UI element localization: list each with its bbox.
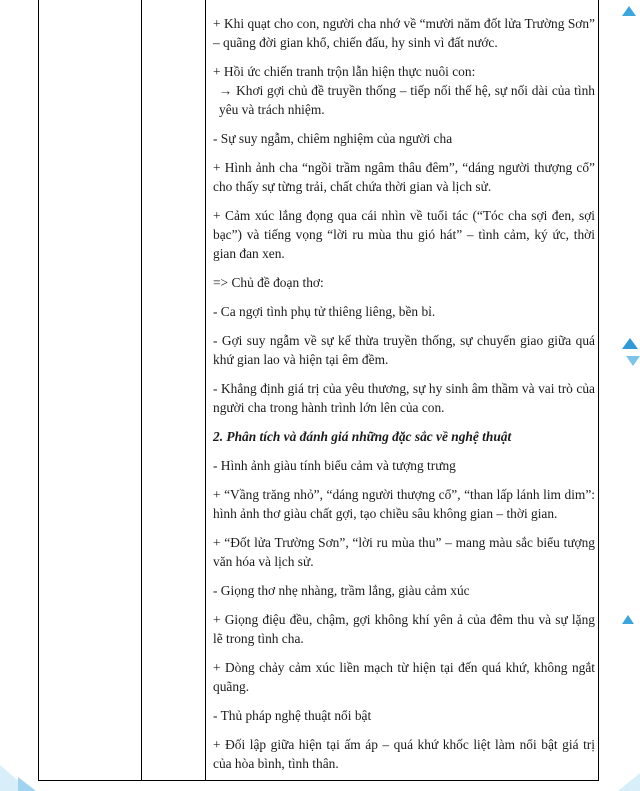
content-paragraph: + Hình ảnh cha “ngồi trầm ngâm thâu đêm”, “dáng người thượng cổ” cho thấy sự từng trải, chất chứa thời gian và lịch sử. (213, 160, 595, 194)
side-triangle-decoration (626, 356, 640, 366)
content-paragraph: - Hình ảnh giàu tính biểu cảm và tượng trưng (213, 458, 456, 473)
content-paragraph: + Dòng chảy cảm xúc liền mạch từ hiện tại đến quá khứ, không ngắt quãng. (213, 660, 595, 694)
content-paragraph: - Khẳng định giá trị của yêu thương, sự hy sinh âm thầm và vai trò của người cha trong hành trình lớn lên của con. (213, 381, 595, 415)
content-paragraph: + Khi quạt cho con, người cha nhớ về “mười năm đốt lửa Trường Sơn” – quãng đời gian khổ, chiến đấu, hy sinh vì đất nước. (213, 16, 595, 50)
bottom-right-decoration (618, 773, 640, 791)
content-paragraph: + “Đốt lửa Trường Sơn”, “lời ru mùa thu” – mang màu sắc biểu tượng văn hóa và lịch sử. (213, 535, 595, 569)
side-triangle-decoration (622, 338, 638, 349)
content-paragraph: → Khơi gợi chủ đề truyền thống – tiếp nối thế hệ, sự nối dài của tình yêu và trách nhiệm. (219, 83, 595, 117)
table-column-divider (205, 0, 206, 780)
content-paragraph: + “Vầng trăng nhỏ”, “dáng người thượng cổ”, “than lấp lánh lim dim”: hình ảnh thơ giàu chất gợi, tạo chiều sâu không gian – thời gian. (213, 487, 595, 521)
content-paragraph: + Giọng điệu đều, chậm, gợi không khí yên ả của đêm thu và sự lặng lẽ trong tình cha. (213, 612, 595, 646)
content-paragraph: - Sự suy ngẫm, chiêm nghiệm của người cha (213, 131, 453, 146)
content-paragraph: + Đối lập giữa hiện tại ấm áp – quá khứ khốc liệt làm nổi bật giá trị của hòa bình, tình thân. (213, 737, 595, 771)
content-paragraph: => Chủ đề đoạn thơ: (213, 275, 324, 290)
section-heading: 2. Phân tích và đánh giá những đặc sắc về nghệ thuật (213, 429, 512, 444)
content-paragraph: + Hồi ức chiến tranh trộn lẫn hiện thực nuôi con: (213, 64, 476, 79)
side-triangle-decoration (622, 615, 634, 624)
content-paragraph: + Cảm xúc lắng đọng qua cái nhìn về tuổi tác (“Tóc cha sợi đen, sợi bạc”) và tiếng vọng “lời ru mùa thu gió hát” – tình cảm, ký ức, thời gian đan xen. (213, 208, 595, 261)
bottom-left-decoration (18, 777, 36, 791)
content-paragraph: - Gợi suy ngẫm về sự kế thừa truyền thống, sự chuyển giao giữa quá khứ gian lao và hiện tại êm đềm. (213, 333, 595, 367)
corner-triangle-decoration (622, 6, 636, 16)
content-paragraph: - Ca ngợi tình phụ tử thiêng liêng, bền bỉ. (213, 304, 436, 319)
table-content-cell (213, 14, 595, 783)
content-paragraph: - Giọng thơ nhẹ nhàng, trầm lắng, giàu cảm xúc (213, 583, 470, 598)
table-column-divider (141, 0, 142, 780)
content-paragraph: - Thủ pháp nghệ thuật nổi bật (213, 708, 372, 723)
